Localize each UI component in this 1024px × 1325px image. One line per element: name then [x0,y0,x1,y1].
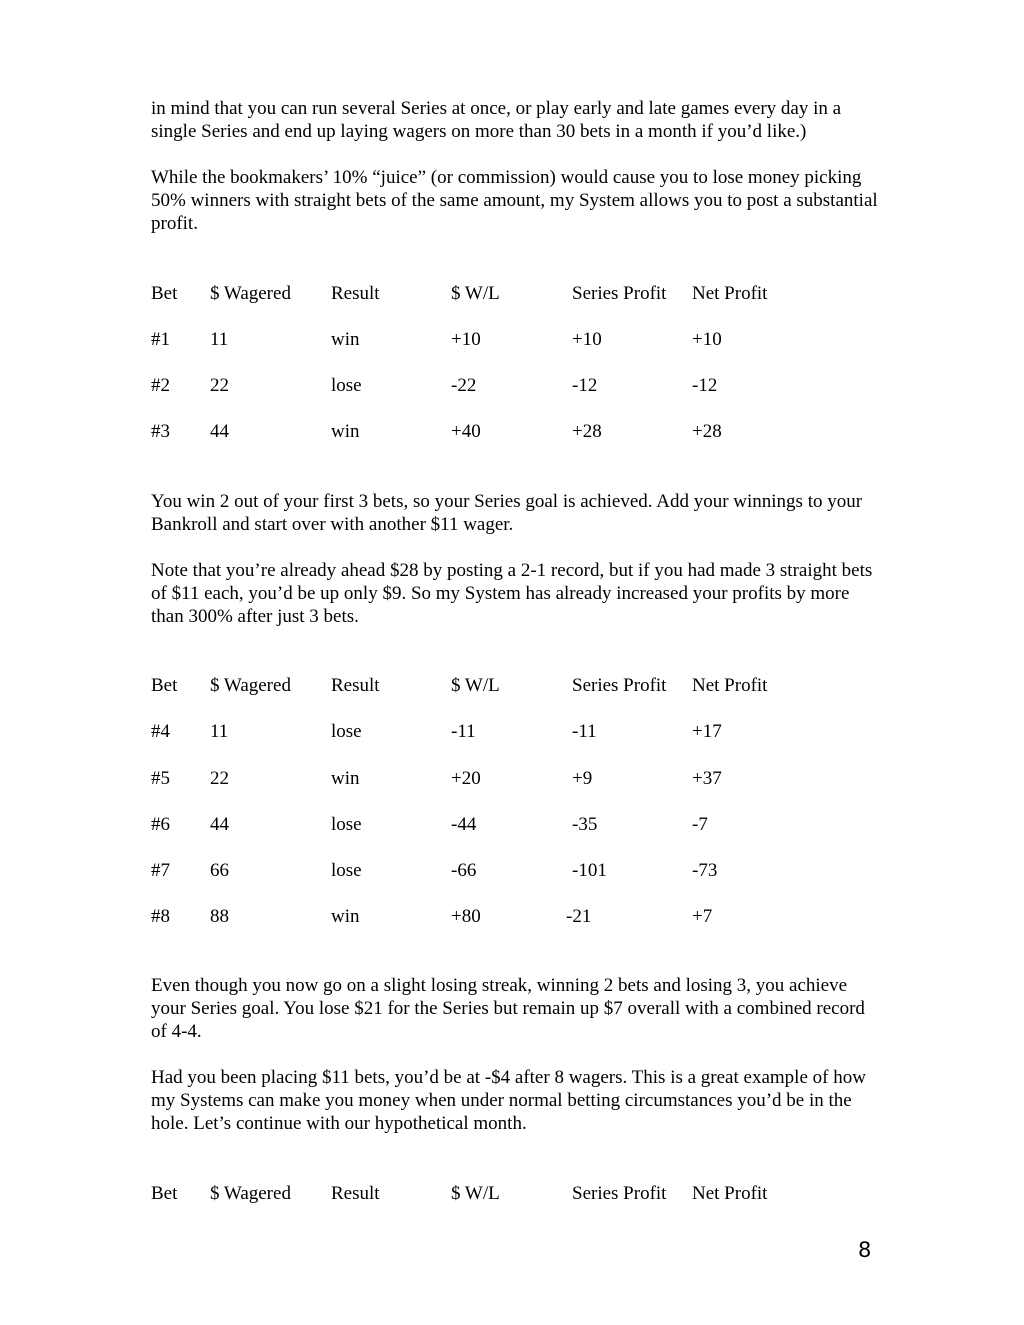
table2-header-row [151,674,851,698]
cell-wl: +80 [451,906,481,927]
cell-net-profit: +10 [692,329,722,350]
header-bet: Bet [151,675,178,696]
cell-series-profit: +28 [572,421,602,442]
header-series-profit: Series Profit [572,283,667,304]
cell-series-profit: +9 [572,768,593,789]
cell-result: win [331,906,360,927]
cell-wl: +10 [451,329,481,350]
cell-series-profit: -12 [572,375,598,396]
cell-wagered: 44 [210,814,229,835]
table-row [151,859,851,883]
table3-header-row [151,1182,851,1206]
cell-wagered: 44 [210,421,229,442]
cell-wagered: 22 [210,768,229,789]
table1-header-row [151,282,851,306]
cell-bet: #4 [151,721,170,742]
cell-net-profit: +7 [692,906,713,927]
header-series-profit: Series Profit [572,675,667,696]
cell-bet: #7 [151,860,170,881]
cell-wl: -11 [451,721,476,742]
cell-wl: +40 [451,421,481,442]
table-row [151,328,851,352]
cell-wagered: 22 [210,375,229,396]
cell-result: lose [331,375,362,396]
cell-net-profit: -12 [692,375,718,396]
cell-bet: #8 [151,906,170,927]
header-net-profit: Net Profit [692,283,768,304]
paragraph-juice: While the bookmakers’ 10% “juice” (or commission) would cause you to lose money picking 50% winners with straight bets of the same amount, my System allows you to post a substantial profit. [151,167,878,234]
paragraph-losing-streak: Even though you now go on a slight losing streak, winning 2 bets and losing 3, you achieve your Series goal. You lose $21 for the Series but remain up $7 overall with a combined record of 4-4. [151,975,865,1042]
header-wagered: $ Wagered [210,283,291,304]
header-wagered: $ Wagered [210,1183,291,1204]
cell-bet: #2 [151,375,170,396]
cell-wagered: 11 [210,721,229,742]
table-row [151,905,851,929]
cell-bet: #3 [151,421,170,442]
cell-series-profit: -35 [572,814,598,835]
cell-series-profit: +10 [572,329,602,350]
paragraph-series-note: in mind that you can run several Series at once, or play early and late games every day in a single Series and end up laying wagers on more than 30 bets in a month if you’d like.) [151,98,842,142]
cell-series-profit: -11 [572,721,597,742]
header-result: Result [331,283,380,304]
cell-result: lose [331,814,362,835]
header-bet: Bet [151,283,178,304]
cell-net-profit: -73 [692,860,718,881]
table-row [151,720,851,744]
cell-series-profit: -21 [566,906,592,927]
header-net-profit: Net Profit [692,675,768,696]
cell-net-profit: -7 [692,814,708,835]
header-bet: Bet [151,1183,178,1204]
paragraph-series-goal: You win 2 out of your first 3 bets, so your Series goal is achieved. Add your winnings to your Bankroll and start over with another $11 wager. [151,491,863,535]
cell-result: win [331,329,360,350]
header-wagered: $ Wagered [210,675,291,696]
cell-net-profit: +17 [692,721,722,742]
cell-wl: +20 [451,768,481,789]
cell-result: win [331,768,360,789]
cell-result: win [331,421,360,442]
header-wl: $ W/L [451,283,500,304]
header-result: Result [331,675,380,696]
header-result: Result [331,1183,380,1204]
paragraph-example: Had you been placing $11 bets, you’d be at -$4 after 8 wagers. This is a great example of how my Systems can make you money when under normal betting circumstances you’d be in the hole. Let’s continue with our hypothetical month. [151,1067,866,1134]
cell-net-profit: +37 [692,768,722,789]
cell-wl: -22 [451,375,477,396]
header-wl: $ W/L [451,675,500,696]
cell-series-profit: -101 [572,860,607,881]
cell-wagered: 88 [210,906,229,927]
header-series-profit: Series Profit [572,1183,667,1204]
cell-net-profit: +28 [692,421,722,442]
header-net-profit: Net Profit [692,1183,768,1204]
cell-result: lose [331,860,362,881]
cell-bet: #5 [151,768,170,789]
cell-result: lose [331,721,362,742]
table-row [151,420,851,444]
cell-wagered: 11 [210,329,229,350]
page-number: 8 [858,1238,872,1262]
cell-wl: -66 [451,860,477,881]
table-row [151,374,851,398]
paragraph-ahead: Note that you’re already ahead $28 by posting a 2-1 record, but if you had made 3 straight bets of $11 each, you’d be up only $9. So my System has already increased your profits by more than 300% after just 3 bets. [151,560,873,627]
cell-wl: -44 [451,814,477,835]
table-row [151,813,851,837]
cell-bet: #1 [151,329,170,350]
header-wl: $ W/L [451,1183,500,1204]
cell-wagered: 66 [210,860,229,881]
table-row [151,767,851,791]
cell-bet: #6 [151,814,170,835]
